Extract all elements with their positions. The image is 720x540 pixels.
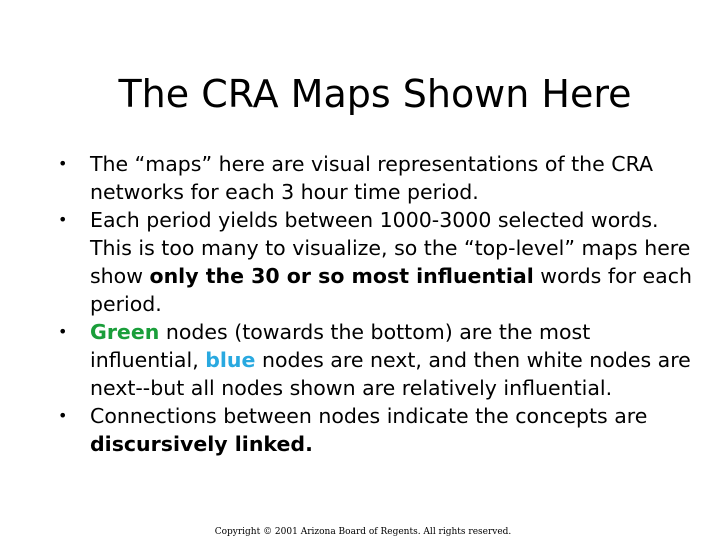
bullet-item [58, 150, 698, 206]
blue-keyword: blue [205, 348, 256, 372]
bullet-item [58, 318, 698, 402]
bullet-text: nodes (towards the bottom) are the most influential, [90, 320, 591, 372]
bullet-text: Connections between nodes indicate the concepts are [90, 404, 648, 428]
slide-title: The CRA Maps Shown Here [118, 72, 632, 116]
bullet-dot-icon: • [58, 210, 68, 229]
emphasis-text: only the 30 or so most influential [149, 264, 534, 288]
emphasis-text: discursively linked. [90, 432, 313, 456]
bullet-text: Each period yields between 1000-3000 selected words. This is too many to visualize, so the “top-level” maps here show [90, 208, 691, 288]
bullet-list [58, 150, 698, 458]
bullet-item [58, 206, 698, 318]
bullet-text: words for each period. [90, 264, 692, 316]
bullet-text: The “maps” here are visual representations of the CRA networks for each 3 hour time period. [90, 152, 654, 204]
green-keyword: Green [90, 320, 160, 344]
bullet-dot-icon: • [58, 154, 68, 173]
bullet-dot-icon: • [58, 322, 68, 341]
copyright-footer: Copyright © 2001 Arizona Board of Regents. All rights reserved. [214, 527, 512, 537]
bullet-text: nodes are next, and then white nodes are next--but all nodes shown are relatively influential. [90, 348, 691, 400]
bullet-item [58, 402, 698, 458]
bullet-dot-icon: • [58, 406, 68, 425]
